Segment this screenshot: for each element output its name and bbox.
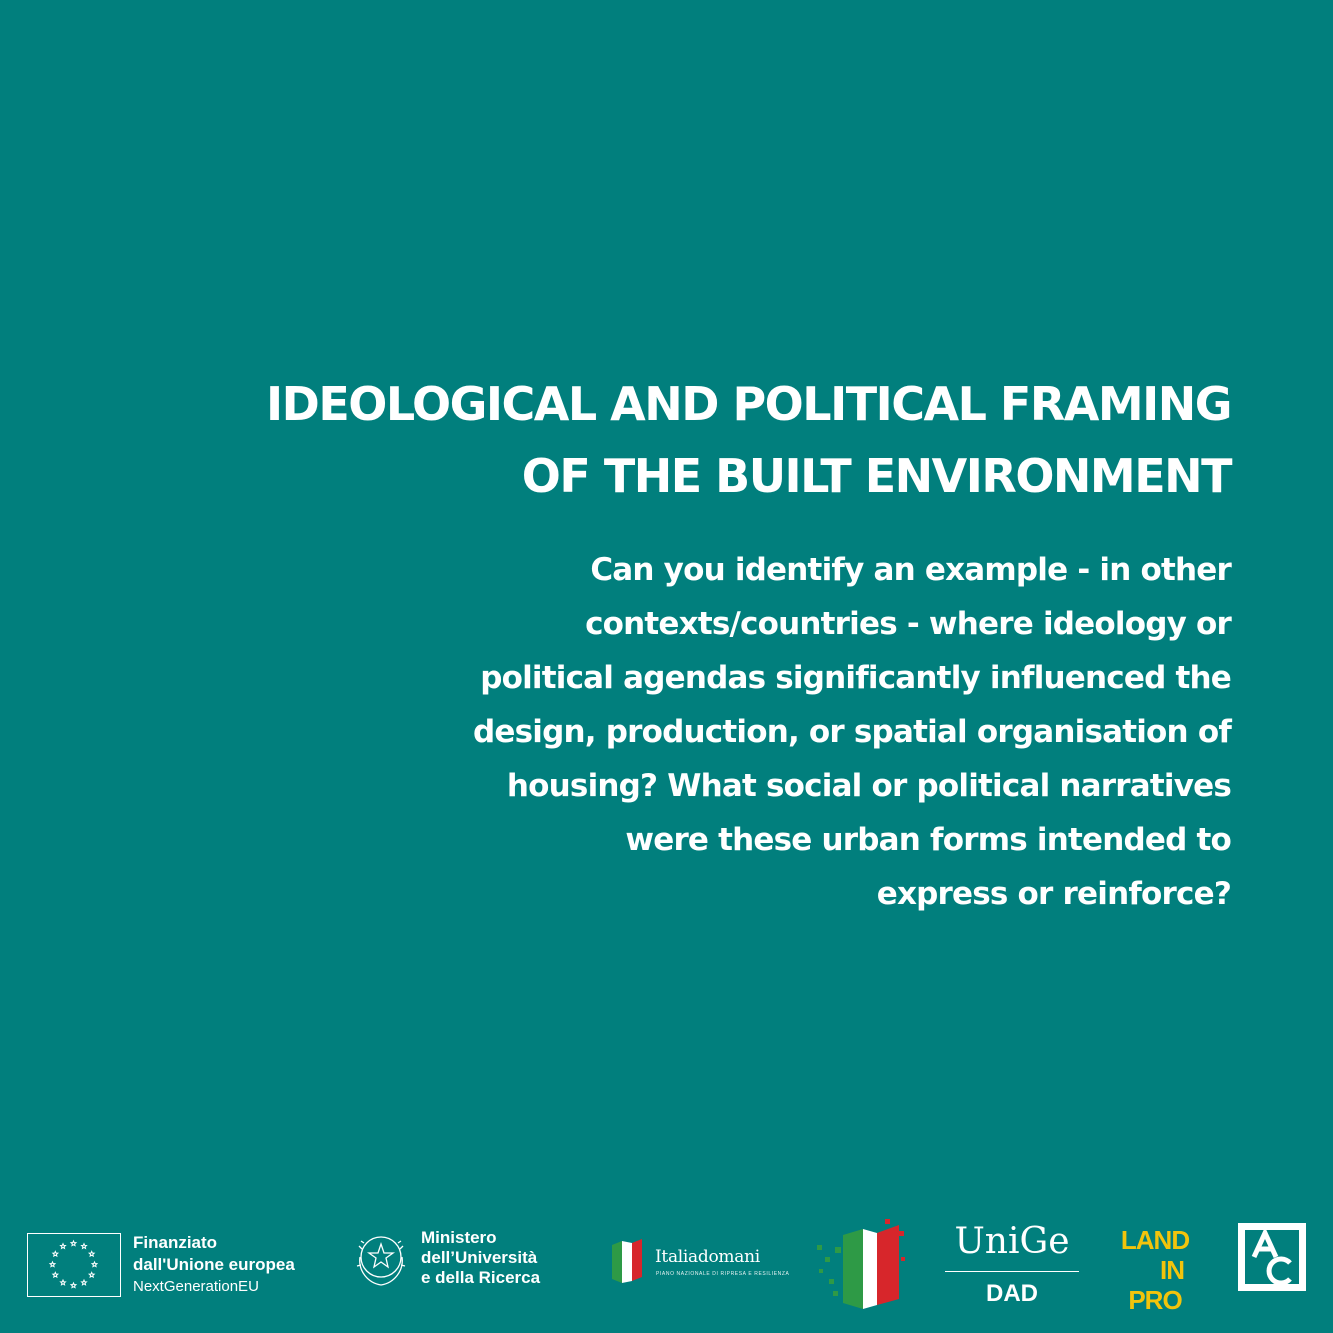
eu-flag-icon — [27, 1233, 121, 1297]
eu-line: Finanziato — [133, 1233, 218, 1252]
title-line: IDEOLOGICAL AND POLITICAL FRAMING — [266, 377, 1231, 431]
eu-star-icon — [50, 1262, 55, 1267]
eu-star-icon — [61, 1244, 66, 1249]
eu-star-icon — [82, 1280, 87, 1285]
italian-republic-emblem-icon — [352, 1227, 410, 1289]
italiadomani-sublabel: PIANO NAZIONALE DI RIPRESA E RESILIENZA — [656, 1271, 790, 1277]
ministry-line: e della Ricerca — [421, 1268, 541, 1287]
eu-line: NextGenerationEU — [133, 1278, 259, 1295]
page-title — [131, 368, 1231, 512]
italiadomani-flag-icon — [610, 1235, 650, 1285]
ac-logo-icon — [1238, 1223, 1306, 1291]
lip-line: PRO — [1128, 1285, 1182, 1315]
eu-star-icon — [61, 1280, 66, 1285]
eu-star-icon — [71, 1283, 76, 1288]
ministry-line: Ministero — [421, 1228, 497, 1247]
unige-dept: DAD — [986, 1280, 1038, 1307]
eu-funding-label — [133, 1232, 295, 1298]
question-line: housing? What social or political narratives — [506, 768, 1231, 804]
eu-star-icon — [53, 1251, 58, 1256]
eu-star-icon — [89, 1251, 94, 1256]
land-in-pro-logo — [1120, 1225, 1190, 1315]
eu-star-icon — [92, 1262, 97, 1267]
question-line: design, production, or spatial organisation of — [473, 714, 1231, 750]
lip-line: LAND — [1120, 1225, 1190, 1255]
question-line: Can you identify an example - in other — [590, 552, 1231, 588]
question-line: express or reinforce? — [876, 876, 1231, 912]
unige-dad-logo — [945, 1219, 1079, 1308]
sponsor-logos-bar — [0, 1205, 1333, 1333]
question-line: were these urban forms intended to — [625, 822, 1231, 858]
eu-line: dall'Unione europea — [133, 1255, 295, 1274]
question-text — [231, 543, 1231, 921]
ministry-label — [421, 1228, 540, 1288]
lip-line: IN — [1160, 1255, 1184, 1285]
unige-name: UniGe — [954, 1221, 1070, 1262]
eu-star-icon — [71, 1241, 76, 1246]
question-line: contexts/countries - where ideology or — [585, 606, 1231, 642]
eu-star-icon — [53, 1272, 58, 1277]
question-line: political agendas significantly influenced the — [480, 660, 1231, 696]
pixel-italian-flag-icon — [815, 1217, 907, 1313]
eu-star-icon — [82, 1244, 87, 1249]
title-line: OF THE BUILT ENVIRONMENT — [521, 449, 1231, 503]
italiadomani-label: Italiadomani — [655, 1247, 760, 1267]
unige-divider — [945, 1271, 1079, 1272]
eu-star-icon — [89, 1272, 94, 1277]
ministry-line: dell’Università — [421, 1248, 538, 1267]
